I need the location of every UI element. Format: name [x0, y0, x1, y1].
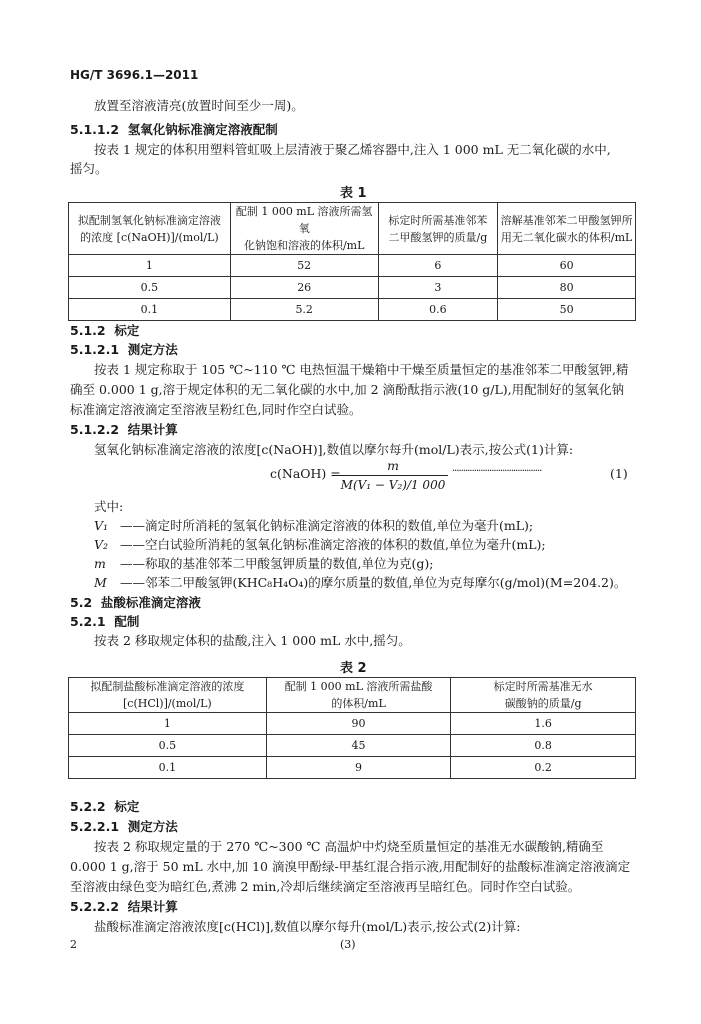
section-number: 5.2.2	[70, 799, 106, 814]
table2	[68, 677, 636, 779]
table-cell: 80	[498, 277, 636, 299]
table2-caption: 表 2	[340, 661, 367, 676]
table-cell: 9	[266, 757, 451, 779]
section-number: 5.1.2.1	[70, 342, 120, 357]
table-cell: 0.8	[451, 735, 636, 757]
table-row	[69, 713, 636, 735]
section-number: 5.2	[70, 595, 93, 610]
table-cell: 5.2	[230, 299, 378, 321]
section-number: 5.2.2.1	[70, 819, 120, 834]
table-cell: 45	[266, 735, 451, 757]
section-5-2-1	[70, 612, 139, 630]
paragraph-5-1-2-2: 氢氧化钠标准滴定溶液的浓度[c(NaOH)],数值以摩尔每升(mol/L)表示,按公式(1)计算:	[94, 442, 574, 457]
var-symbol: V₂	[94, 537, 109, 552]
standard-number: HG/T 3696.1—2011	[70, 68, 199, 82]
section-5-2-2-1	[70, 817, 178, 835]
table1-header-row	[69, 203, 636, 255]
formula-1-fraction-bar	[338, 475, 448, 476]
paragraph-5-2-2-2: 盐酸标准滴定溶液浓度[c(HCl)],数值以摩尔每升(mol/L)表示,按公式(2)计算:	[94, 919, 521, 934]
var-symbol: m	[94, 556, 106, 571]
section-title: 测定方法	[127, 342, 178, 357]
table2-header-cell: 配制 1 000 mL 溶液所需盐酸 的体积/mL	[266, 678, 451, 713]
section-title: 盐酸标准滴定溶液	[100, 595, 201, 610]
table1-header-cell: 标定时所需基准邻苯 二甲酸氢钾的质量/g	[378, 203, 498, 255]
formula-1-number: (1)	[610, 466, 628, 481]
table-row	[69, 277, 636, 299]
section-title: 氢氧化钠标准滴定溶液配制	[127, 122, 278, 137]
table-cell: 6	[378, 255, 498, 277]
table-cell: 60	[498, 255, 636, 277]
section-5-2	[70, 593, 201, 611]
table1	[68, 202, 636, 321]
table-cell: 0.2	[451, 757, 636, 779]
section-5-1-2	[70, 321, 139, 339]
paragraph-5-2-2-1-line3: 至溶液由绿色变为暗红色,煮沸 2 min,冷却后继续滴定至溶液再呈暗红色。同时作空白试验。	[70, 879, 581, 894]
section-number: 5.1.1.2	[70, 122, 120, 137]
page-number: 2	[70, 938, 77, 951]
table-cell: 50	[498, 299, 636, 321]
section-title: 结果计算	[127, 422, 178, 437]
formula-1-denominator: M(V₁ − V₂)/1 000	[340, 478, 446, 492]
section-title: 配制	[114, 614, 140, 629]
paragraph-5-2-1: 按表 2 移取规定体积的盐酸,注入 1 000 mL 水中,摇匀。	[94, 633, 411, 648]
table1-caption: 表 1	[340, 186, 367, 201]
table-row	[69, 757, 636, 779]
table-row	[69, 255, 636, 277]
var-description: ——邻苯二甲酸氢钾(KHC₈H₄O₄)的摩尔质量的数值,单位为克每摩尔(g/mol)(M=204.2)。	[120, 575, 627, 590]
table-cell: 90	[266, 713, 451, 735]
var-description: ——滴定时所消耗的氢氧化钠标准滴定溶液的体积的数值,单位为毫升(mL);	[120, 518, 534, 533]
section-number: 5.2.2.2	[70, 899, 120, 914]
var-item	[94, 535, 546, 553]
paragraph-5-2-2-1-line1: 按表 2 称取规定量的于 270 ℃~300 ℃ 高温炉中灼烧至质量恒定的基准无水碳酸钠,精确至	[94, 839, 604, 854]
var-description: ——称取的基准邻苯二甲酸氢钾质量的数值,单位为克(g);	[120, 556, 434, 571]
section-number: 5.2.1	[70, 614, 106, 629]
section-5-1-2-1	[70, 340, 178, 358]
var-description: ——空白试验所消耗的氢氧化钠标准滴定溶液的体积的数值,单位为毫升(mL);	[120, 537, 546, 552]
where-label: 式中:	[94, 499, 124, 514]
paragraph-5-1-2-1-line3: 标准滴定溶液滴定至溶液呈粉红色,同时作空白试验。	[70, 402, 362, 417]
table-cell: 0.1	[69, 299, 231, 321]
formula-1-leader-dots: ·········································	[452, 466, 542, 477]
table1-header-cell: 配制 1 000 mL 溶液所需氢氧 化钠饱和溶液的体积/mL	[230, 203, 378, 255]
paragraph-5-1-1-2-line1: 按表 1 规定的体积用塑料管虹吸上层清液于聚乙烯容器中,注入 1 000 mL 无二氧化碳的水中,	[94, 142, 611, 157]
paragraph-5-1-2-1-line1: 按表 1 规定称取于 105 ℃~110 ℃ 电热恒温干燥箱中干燥至质量恒定的基准邻苯二甲酸氢钾,精	[94, 362, 629, 377]
table-cell: 3	[378, 277, 498, 299]
table-cell: 26	[230, 277, 378, 299]
sequence-number: (3)	[340, 938, 356, 951]
table-cell: 1	[69, 713, 267, 735]
section-title: 结果计算	[127, 899, 178, 914]
table-cell: 0.5	[69, 277, 231, 299]
paragraph-intro: 放置至溶液清亮(放置时间至少一周)。	[94, 98, 304, 113]
formula-1-lhs: c(NaOH) =	[270, 466, 341, 481]
table2-header-cell: 拟配制盐酸标准滴定溶液的浓度 [c(HCl)]/(mol/L)	[69, 678, 267, 713]
var-item	[94, 554, 433, 572]
section-number: 5.1.2.2	[70, 422, 120, 437]
section-5-1-1-2	[70, 120, 278, 138]
table1-header-cell: 拟配制氢氧化钠标准滴定溶液 的浓度 [c(NaOH)]/(mol/L)	[69, 203, 231, 255]
var-item	[94, 516, 533, 534]
var-item	[94, 573, 626, 591]
section-title: 测定方法	[127, 819, 178, 834]
table2-header-row	[69, 678, 636, 713]
table-cell: 1.6	[451, 713, 636, 735]
table1-header-cell: 溶解基准邻苯二甲酸氢钾所 用无二氧化碳水的体积/mL	[498, 203, 636, 255]
table-cell: 52	[230, 255, 378, 277]
var-symbol: M	[94, 575, 107, 590]
table2-header-cell: 标定时所需基准无水 碳酸钠的质量/g	[451, 678, 636, 713]
var-symbol: V₁	[94, 518, 109, 533]
paragraph-5-1-1-2-line2: 摇匀。	[70, 161, 108, 176]
table-cell: 0.5	[69, 735, 267, 757]
section-5-2-2-2	[70, 897, 178, 915]
formula-1-numerator: m	[387, 458, 399, 473]
section-number: 5.1.2	[70, 323, 106, 338]
paragraph-5-1-2-1-line2: 确至 0.000 1 g,溶于规定体积的无二氧化碳的水中,加 2 滴酚酞指示液(10 g/L),用配制好的氢氧化钠	[70, 382, 625, 397]
table-cell: 0.6	[378, 299, 498, 321]
section-5-2-2	[70, 797, 139, 815]
section-title: 标定	[114, 323, 140, 338]
section-title: 标定	[114, 799, 140, 814]
table-row	[69, 299, 636, 321]
table-row	[69, 735, 636, 757]
section-5-1-2-2	[70, 420, 178, 438]
table-cell: 0.1	[69, 757, 267, 779]
table-cell: 1	[69, 255, 231, 277]
paragraph-5-2-2-1-line2: 0.000 1 g,溶于 50 mL 水中,加 10 滴溴甲酚绿-甲基红混合指示液,用配制好的盐酸标准滴定溶液滴定	[70, 859, 631, 874]
